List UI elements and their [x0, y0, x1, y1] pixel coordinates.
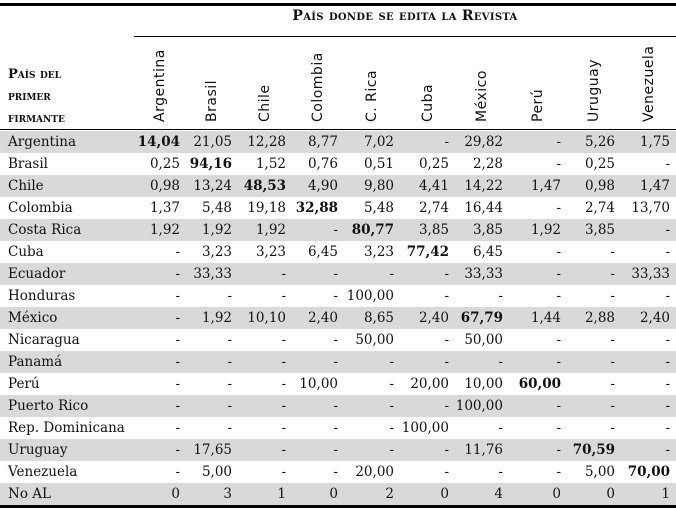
table-cell: -: [665, 222, 670, 238]
table-cell: 17,65: [193, 442, 232, 458]
table-cell: -: [665, 288, 670, 304]
table-row: [0, 373, 676, 395]
table-cell: -: [444, 332, 449, 348]
table-cell: -: [556, 200, 561, 216]
table-cell: -: [665, 442, 670, 458]
column-header-label: C. Rica: [364, 69, 380, 122]
table-cell: 3,85: [472, 222, 503, 238]
table-cell: 9,80: [363, 178, 394, 194]
table-cell: 0: [606, 486, 615, 502]
table-cell: -: [333, 420, 338, 436]
table-cell: 10,00: [464, 376, 503, 392]
column-header-label: Colombia: [310, 52, 326, 122]
table-cell: 12,28: [247, 134, 286, 150]
table-cell: 2,40: [639, 310, 670, 326]
table-cell: -: [227, 288, 232, 304]
table-cell: 1,37: [149, 200, 180, 216]
group-rule: [134, 36, 676, 37]
table-row: [0, 395, 676, 417]
table-cell: -: [175, 310, 180, 326]
table-cell: -: [556, 288, 561, 304]
row-label: Brasil: [8, 156, 48, 172]
table-cell: 0: [329, 486, 338, 502]
table-cell: 77,42: [406, 244, 449, 260]
table-cell: 48,53: [243, 178, 286, 194]
table-cell: -: [610, 354, 615, 370]
table-cell: -: [610, 244, 615, 260]
table-cell: -: [444, 266, 449, 282]
table-cell: 1,52: [255, 156, 286, 172]
table-cell: 4,90: [307, 178, 338, 194]
table-cell: 70,00: [627, 464, 670, 480]
table-cell: -: [281, 420, 286, 436]
column-header: [567, 38, 621, 130]
table-cell: 11,76: [464, 442, 503, 458]
table-cell: 4: [494, 486, 503, 502]
table-cell: -: [227, 376, 232, 392]
row-label: Chile: [8, 178, 44, 194]
table-row: [0, 307, 676, 329]
table-cell: 1,47: [639, 178, 670, 194]
table-cell: 5,48: [363, 200, 394, 216]
table-cell: -: [665, 398, 670, 414]
table-cell: 3,23: [201, 244, 232, 260]
table-cell: -: [281, 288, 286, 304]
table-cell: 94,16: [189, 156, 232, 172]
table-cell: -: [610, 398, 615, 414]
table-cell: -: [175, 420, 180, 436]
table-cell: -: [444, 442, 449, 458]
table-cell: -: [175, 244, 180, 260]
column-header-label: Cuba: [419, 83, 436, 122]
table-cell: -: [227, 398, 232, 414]
column-header: [509, 38, 567, 130]
table-row: [0, 175, 676, 197]
table-row: [0, 351, 676, 373]
table-cell: -: [498, 420, 503, 436]
table-cell: -: [444, 288, 449, 304]
table-cell: 1,92: [255, 222, 286, 238]
table-cell: 5,48: [201, 200, 232, 216]
row-label: Honduras: [8, 288, 76, 304]
table-cell: -: [333, 288, 338, 304]
table-cell: 67,79: [460, 310, 503, 326]
table-cell: 1,47: [530, 178, 561, 194]
table-cell: 60,00: [518, 376, 561, 392]
row-header-line: País del: [8, 67, 61, 82]
table-cell: -: [610, 420, 615, 436]
table-cell: 3,85: [418, 222, 449, 238]
table-row: [0, 131, 676, 153]
table-cell: -: [227, 354, 232, 370]
row-label: No AL: [8, 486, 51, 502]
table-cell: -: [556, 398, 561, 414]
table-cell: -: [175, 464, 180, 480]
table-cell: -: [610, 376, 615, 392]
row-header: [8, 64, 65, 130]
header-rule: [0, 129, 676, 130]
table-cell: 2,88: [584, 310, 615, 326]
table-cell: 6,45: [472, 244, 503, 260]
table-cell: 1,92: [530, 222, 561, 238]
table-row: [0, 219, 676, 241]
table-cell: 0,98: [149, 178, 180, 194]
table-cell: 14,22: [464, 178, 503, 194]
table-cell: 3,23: [255, 244, 286, 260]
bottom-rule: [0, 505, 676, 508]
row-label: México: [8, 310, 58, 326]
table-cell: 100,00: [455, 398, 503, 414]
table-cell: 0,25: [149, 156, 180, 172]
table-cell: 10,10: [247, 310, 286, 326]
table-cell: -: [556, 156, 561, 172]
table-cell: 13,70: [631, 200, 670, 216]
table-cell: 0,98: [584, 178, 615, 194]
table-row: [0, 329, 676, 351]
row-label: Puerto Rico: [8, 398, 89, 414]
column-header: [238, 38, 292, 130]
table-cell: -: [556, 442, 561, 458]
column-header-label: Perú: [530, 88, 546, 122]
table-cell: 5,26: [584, 134, 615, 150]
table-body: [0, 131, 676, 505]
table-cell: -: [175, 266, 180, 282]
table-row: [0, 197, 676, 219]
row-label: Uruguay: [8, 442, 68, 458]
table-cell: 20,00: [410, 376, 449, 392]
table-cell: 100,00: [401, 420, 449, 436]
column-header: [134, 38, 186, 130]
table-cell: 32,88: [295, 200, 338, 216]
table-cell: -: [175, 442, 180, 458]
row-label: Cuba: [8, 244, 44, 260]
table-cell: -: [556, 266, 561, 282]
table-cell: -: [665, 420, 670, 436]
table-cell: -: [175, 288, 180, 304]
table-cell: -: [227, 332, 232, 348]
table-cell: -: [444, 398, 449, 414]
table-cell: 1,44: [530, 310, 561, 326]
table-cell: -: [333, 464, 338, 480]
table-cell: -: [333, 332, 338, 348]
row-label: Venezuela: [8, 464, 78, 480]
row-label: Colombia: [8, 200, 73, 216]
table-row: [0, 153, 676, 175]
table-cell: 100,00: [346, 288, 394, 304]
table-cell: -: [556, 244, 561, 260]
table-cell: 2,74: [584, 200, 615, 216]
table-cell: -: [498, 288, 503, 304]
table-cell: -: [281, 464, 286, 480]
table-cell: 3,85: [584, 222, 615, 238]
column-header: [455, 38, 509, 130]
table-cell: 0,76: [307, 156, 338, 172]
table-cell: -: [281, 266, 286, 282]
table-cell: -: [665, 354, 670, 370]
column-header: [186, 38, 238, 130]
table-cell: 20,00: [355, 464, 394, 480]
table-cell: -: [333, 266, 338, 282]
table-cell: -: [444, 134, 449, 150]
table-cell: -: [175, 332, 180, 348]
table-cell: -: [498, 464, 503, 480]
table-cell: -: [333, 442, 338, 458]
column-header-label: México: [474, 70, 490, 122]
table-cell: 0: [552, 486, 561, 502]
table-cell: 19,18: [247, 200, 286, 216]
table-cell: 16,44: [464, 200, 503, 216]
table-cell: 33,33: [193, 266, 232, 282]
table-cell: 33,33: [464, 266, 503, 282]
table-cell: -: [281, 442, 286, 458]
column-header-label: Venezuela: [640, 45, 657, 122]
table-cell: -: [333, 222, 338, 238]
table-cell: -: [281, 376, 286, 392]
table-cell: 6,45: [307, 244, 338, 260]
table-cell: 50,00: [464, 332, 503, 348]
table-cell: 13,24: [193, 178, 232, 194]
table-cell: -: [665, 376, 670, 392]
table-cell: 7,02: [363, 134, 394, 150]
table-cell: 21,05: [193, 134, 232, 150]
table-cell: 0,25: [418, 156, 449, 172]
table-cell: -: [610, 266, 615, 282]
table-cell: 1: [277, 486, 286, 502]
table-cell: -: [556, 464, 561, 480]
table-row: [0, 439, 676, 461]
table-cell: -: [389, 420, 394, 436]
column-header: [344, 38, 400, 130]
table-cell: 5,00: [201, 464, 232, 480]
row-header-line: primer: [8, 89, 51, 104]
table-row: [0, 483, 676, 505]
table-cell: -: [444, 464, 449, 480]
table-cell: 0: [171, 486, 180, 502]
table-cell: 1,75: [639, 134, 670, 150]
table-cell: -: [389, 354, 394, 370]
table-cell: 2,40: [307, 310, 338, 326]
table-cell: -: [610, 288, 615, 304]
table-cell: 0,51: [363, 156, 394, 172]
table-cell: 33,33: [631, 266, 670, 282]
table-cell: 0: [440, 486, 449, 502]
table-cell: 2,28: [472, 156, 503, 172]
table-row: [0, 285, 676, 307]
table-cell: 10,00: [299, 376, 338, 392]
table-cell: 5,00: [584, 464, 615, 480]
top-rule: [0, 3, 676, 6]
table-row: [0, 263, 676, 285]
table-cell: 1,92: [201, 222, 232, 238]
column-header-label: Brasil: [204, 79, 220, 122]
row-label: Costa Rica: [8, 222, 82, 238]
row-label: Perú: [8, 376, 40, 392]
row-label: Ecuador: [8, 266, 66, 282]
column-header-label: Chile: [257, 84, 273, 122]
row-label: Rep. Dominicana: [8, 420, 125, 436]
table-cell: 4,41: [418, 178, 449, 194]
table-cell: 0,25: [584, 156, 615, 172]
column-header: [292, 38, 344, 130]
table-cell: 8,65: [363, 310, 394, 326]
table-cell: -: [389, 442, 394, 458]
table-cell: 29,82: [464, 134, 503, 150]
table-cell: 70,59: [572, 442, 615, 458]
row-label: Argentina: [8, 134, 77, 150]
table-row: [0, 417, 676, 439]
table-cell: 2: [385, 486, 394, 502]
table-cell: 3,23: [363, 244, 394, 260]
table-cell: -: [556, 354, 561, 370]
table-cell: -: [444, 354, 449, 370]
table-cell: 3: [223, 486, 232, 502]
row-label: Panamá: [8, 354, 63, 370]
table-cell: -: [175, 354, 180, 370]
table-cell: -: [389, 376, 394, 392]
table-cell: -: [281, 398, 286, 414]
column-header: [621, 38, 676, 130]
table-cell: -: [556, 134, 561, 150]
table-cell: -: [175, 398, 180, 414]
table-cell: 1,92: [201, 310, 232, 326]
table-row: [0, 241, 676, 263]
table-cell: 2,74: [418, 200, 449, 216]
column-header-label: Argentina: [152, 49, 168, 122]
table-cell: -: [281, 332, 286, 348]
table-cell: -: [665, 332, 670, 348]
column-header-label: Uruguay: [586, 59, 602, 122]
table-cell: -: [665, 244, 670, 260]
column-header: [400, 38, 455, 130]
table-cell: -: [498, 354, 503, 370]
row-header-line: firmante: [8, 111, 65, 126]
table-cell: -: [389, 266, 394, 282]
table-cell: -: [175, 376, 180, 392]
table-cell: 80,77: [351, 222, 394, 238]
table-cell: 2,40: [418, 310, 449, 326]
table-cell: 8,77: [307, 134, 338, 150]
table-row: [0, 461, 676, 483]
table-cell: -: [333, 354, 338, 370]
table-cell: -: [389, 398, 394, 414]
table-cell: 50,00: [355, 332, 394, 348]
table-cell: 1: [661, 486, 670, 502]
table-cell: -: [227, 420, 232, 436]
table-cell: -: [333, 398, 338, 414]
table-cell: -: [556, 332, 561, 348]
table-cell: 14,04: [137, 134, 180, 150]
table-cell: -: [665, 156, 670, 172]
table-cell: 1,92: [149, 222, 180, 238]
row-label: Nicaragua: [8, 332, 80, 348]
table-cell: -: [281, 354, 286, 370]
column-group-title: País donde se edita la Revista: [292, 8, 518, 24]
table-cell: -: [556, 420, 561, 436]
table-cell: -: [610, 332, 615, 348]
